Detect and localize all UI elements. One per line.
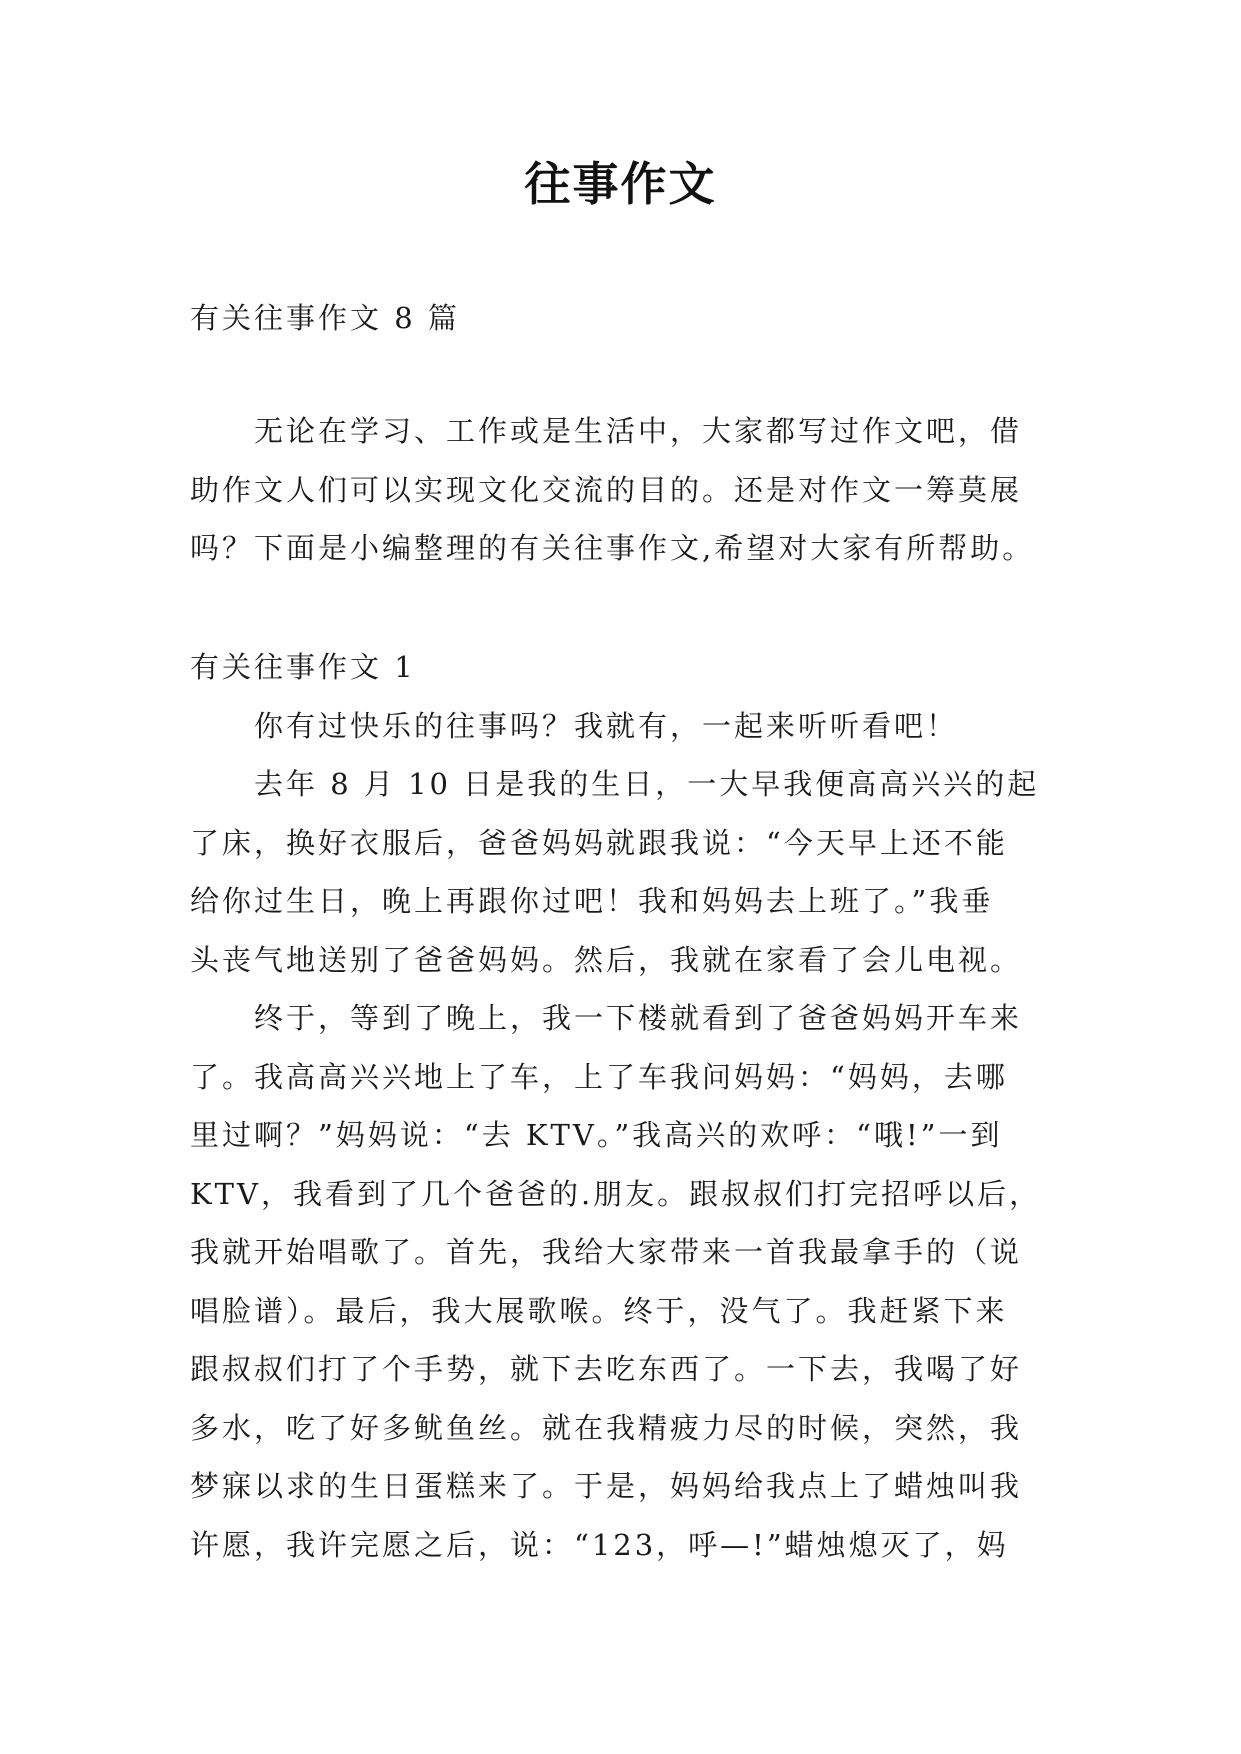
section-heading: 有关往事作文 1 <box>190 650 416 684</box>
essay-line: KTV，我看到了几个爸爸的.朋友。跟叔叔们打完招呼以后， <box>190 1176 1042 1211</box>
essay-line: 你有过快乐的往事吗？我就有，一起来听听看吧！ <box>190 708 959 743</box>
essay-line: 了。我高高兴兴地上了车，上了车我问妈妈：“妈妈，去哪 <box>190 1059 1008 1094</box>
essay-line: 里过啊？”妈妈说：“去 KTV。”我高兴的欢呼：“哦!”一到 <box>190 1118 1003 1152</box>
essay-line: 唱脸谱）。最后，我大展歌喉。终于，没气了。我赶紧下来 <box>190 1293 1008 1328</box>
intro-line: 吗？下面是小编整理的有关往事作文,希望对大家有所帮助。 <box>190 531 1035 565</box>
intro-paragraph <box>190 402 1070 578</box>
essay-line: 许愿，我许完愿之后，说：“123，呼—!”蜡烛熄灭了，妈 <box>190 1527 1009 1562</box>
essay-line: 终于，等到了晚上，我一下楼就看到了爸爸妈妈开车来 <box>190 1001 1023 1035</box>
document-title: 往事作文 <box>524 157 717 211</box>
document-subtitle: 有关往事作文 8 篇 <box>190 301 460 335</box>
essay-line: 去年 8 月 10 日是我的生日，一大早我便高高兴兴的起 <box>190 767 1040 801</box>
essay-section-1 <box>190 638 1070 1574</box>
intro-line: 无论在学习、工作或是生活中，大家都写过作文吧，借 <box>190 414 1023 448</box>
essay-line: 头丧气地送别了爸爸妈妈。然后，我就在家看了会儿电视。 <box>190 942 1023 977</box>
essay-line: 给你过生日，晚上再跟你过吧！我和妈妈去上班了。”我垂 <box>190 884 994 918</box>
intro-line: 助作文人们可以实现文化交流的目的。还是对作文一筹莫展 <box>190 472 1023 507</box>
essay-line: 梦寐以求的生日蛋糕来了。于是，妈妈给我点上了蜡烛叫我 <box>190 1469 1023 1503</box>
essay-line: 跟叔叔们打了个手势，就下去吃东西了。一下去，我喝了好 <box>190 1352 1023 1386</box>
essay-line: 多水，吃了好多鱿鱼丝。就在我精疲力尽的时候，突然，我 <box>190 1410 1023 1445</box>
essay-line: 了床，换好衣服后，爸爸妈妈就跟我说：“今天早上还不能 <box>190 825 1008 860</box>
essay-line: 我就开始唱歌了。首先，我给大家带来一首我最拿手的（说 <box>190 1235 1023 1269</box>
